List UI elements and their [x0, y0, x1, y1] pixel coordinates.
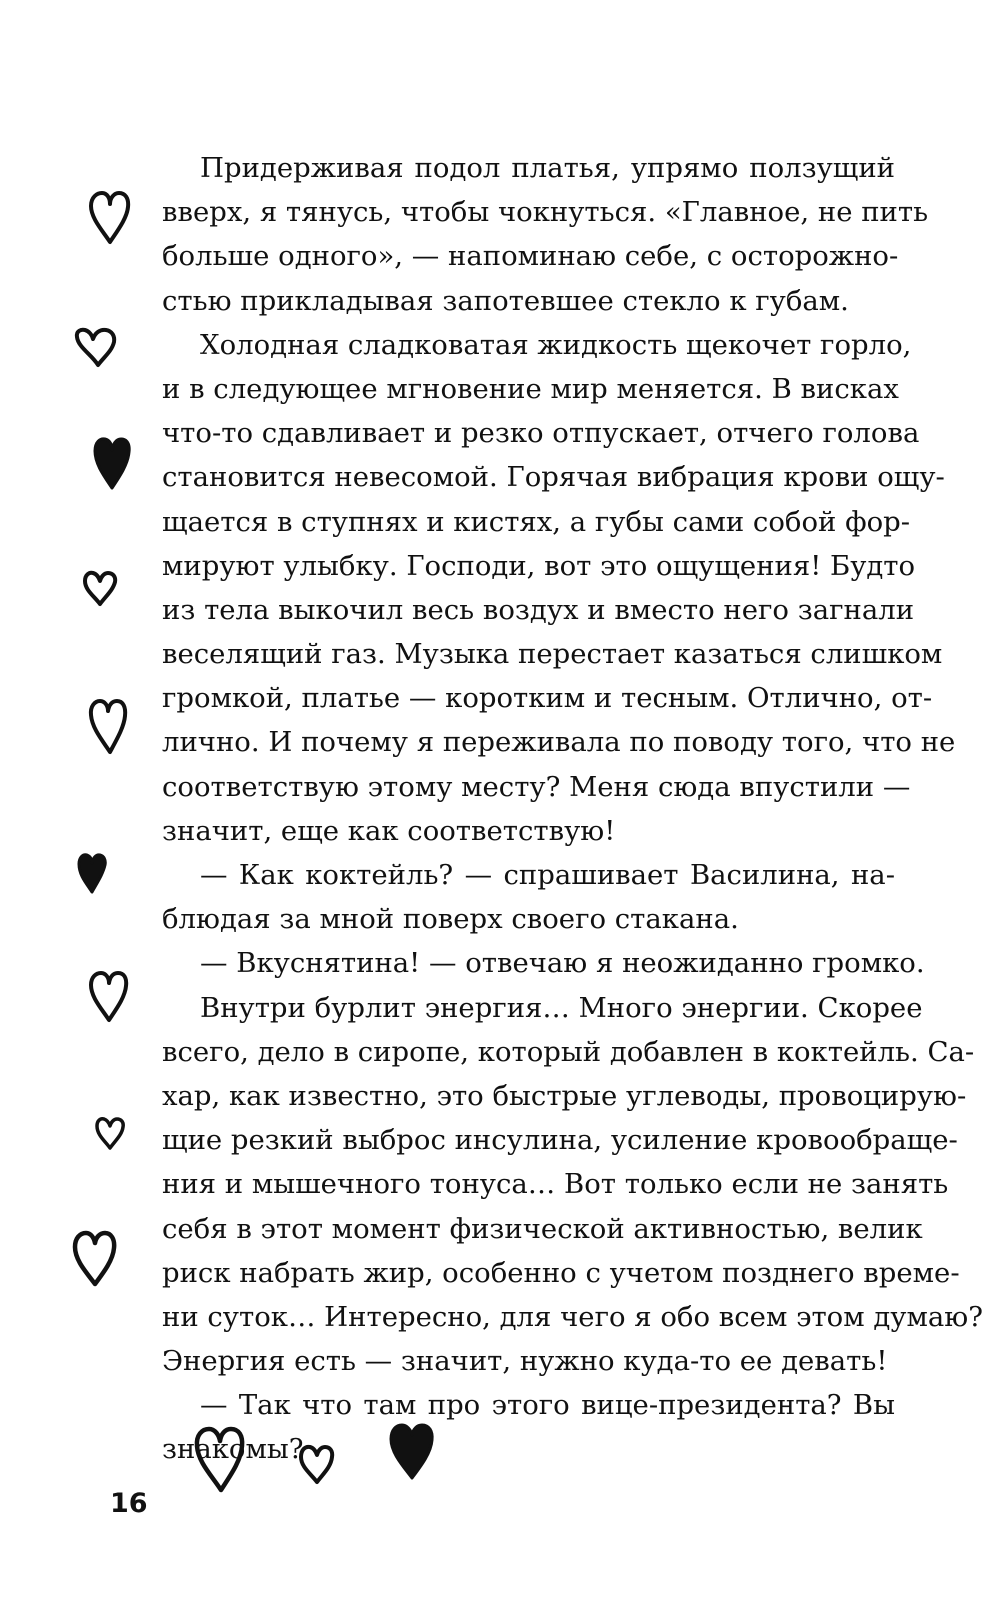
heart-filled-icon [92, 436, 132, 490]
text-line: лично. И почему я переживала по поводу того, что не [162, 726, 956, 759]
text-line: что-то сдавливает и резко отпускает, отчего голова [162, 417, 920, 450]
paragraph [162, 146, 929, 323]
paragraph [162, 1383, 895, 1471]
text-line: ния и мышечного тонуса… Вот только если не занять [162, 1168, 949, 1201]
text-line: соответствую этому месту? Меня сюда впустили — [162, 770, 911, 803]
text-line: Энергия есть — значит, нужно куда-то ее девать! [162, 1345, 888, 1378]
text-line: Придерживая подол платья, упрямо ползущий [200, 152, 895, 184]
text-line: Холодная сладковатая жидкость щекочет горло, [200, 328, 912, 361]
heart-outline-icon [298, 1444, 336, 1484]
heart-outline-icon [88, 190, 132, 244]
paragraph [162, 323, 956, 853]
heart-outline-icon [88, 698, 128, 754]
text-body [162, 146, 983, 1472]
text-line: стью прикладывая запотевшее стекло к губам. [162, 284, 849, 317]
page-number: 16 [110, 1488, 148, 1519]
text-line: себя в этот момент физической активностью, велик [162, 1212, 923, 1245]
text-line: веселящий газ. Музыка перестает казаться слишком [162, 638, 943, 671]
text-line: значит, еще как соответствую! [162, 814, 616, 847]
text-line: становится невесомой. Горячая вибрация крови ощу- [162, 461, 945, 494]
text-line: хар, как известно, это быстрые углеводы, провоцирую- [162, 1079, 967, 1112]
heart-outline-icon [94, 1116, 126, 1150]
heart-outline-icon [74, 327, 118, 367]
paragraph [162, 986, 983, 1384]
text-line: риск набрать жир, особенно с учетом позднего време- [162, 1256, 960, 1289]
text-line: блюдая за мной поверх своего стакана. [162, 903, 739, 936]
text-line: ни суток… Интересно, для чего я обо всем этом думаю? [162, 1300, 983, 1333]
text-line: — Вкуснятина! — отвечаю я неожиданно громко. [200, 947, 925, 980]
text-line: Внутри бурлит энергия… Много энергии. Скорее [200, 991, 923, 1024]
text-line: щие резкий выброс инсулина, усиление кровообраще- [162, 1124, 958, 1157]
text-line: из тела выкочил весь воздух и вместо него загнали [162, 593, 915, 626]
text-line: громкой, платье — коротким и тесным. Отлично, от- [162, 682, 933, 715]
heart-outline-icon [88, 970, 130, 1022]
text-line: больше одного», — напоминаю себе, с осторожно- [162, 240, 899, 273]
text-line: знакомы? [162, 1433, 304, 1466]
heart-outline-icon [72, 1230, 118, 1286]
heart-outline-icon [194, 1426, 246, 1492]
text-line: щается в ступнях и кистях, а губы сами собой фор- [162, 505, 911, 538]
text-line: всего, дело в сиропе, который добавлен в коктейль. Са- [162, 1035, 975, 1068]
text-line: вверх, я тянусь, чтобы чокнуться. «Главное, не пить [162, 196, 929, 229]
heart-filled-icon [76, 852, 108, 894]
paragraph [162, 853, 895, 941]
text-line: — Так что там про этого вице-президента? Вы [200, 1389, 895, 1422]
paragraph [162, 941, 925, 985]
heart-outline-icon [82, 570, 118, 606]
heart-filled-icon [388, 1422, 436, 1480]
text-line: — Как коктейль? — спрашивает Василина, на- [200, 859, 895, 891]
text-line: и в следующее мгновение мир меняется. В висках [162, 372, 899, 405]
text-line: мируют улыбку. Господи, вот это ощущения! Будто [162, 549, 916, 582]
